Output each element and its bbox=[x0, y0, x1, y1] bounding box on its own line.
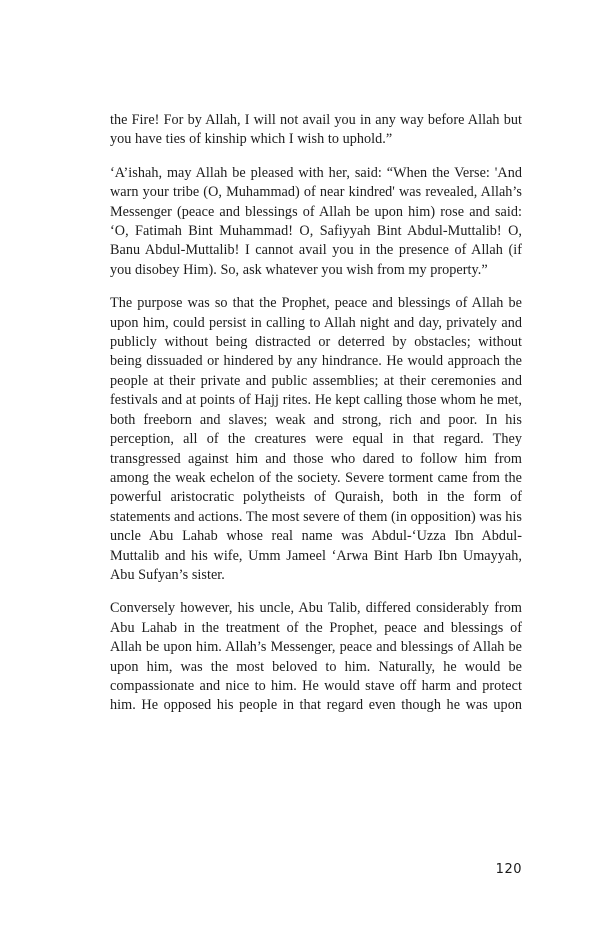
paragraph-purpose-of-call: The purpose was so that the Prophet, peace and blessings of Allah be upon him, could persist in calling to Allah night and day, privately and publicly without being distracted or deterred by obstacles; without being dissuaded or hindered by any hindrance. He would approach the people at their private and public assemblies; at their ceremonies and festivals and at points of Hajj rites. He kept calling those whom he met, both freeborn and slaves; weak and strong, rich and poor. In his perception, all of the creatures were equal in that regard. They transgressed against him and those who dared to follow him from among the weak echelon of the society. Severe torment came from the powerful aristocratic polytheists of Quraish, both in the form of statements and actions. The most severe of them (in opposition) was his uncle Abu Lahab whose real name was Abdul-‘Uzza Ibn Abdul-Muttalib and his wife, Umm Jameel ‘Arwa Bint Harb Ibn Umayyah, Abu Sufyan’s sister. bbox=[110, 295, 522, 583]
page-number: 120 bbox=[495, 862, 522, 877]
body-text bbox=[110, 111, 522, 730]
paragraph-aishah-narration: ‘A’ishah, may Allah be pleased with her, said: “When the Verse: 'And warn your tribe (O, Muhammad) of near kindred' was revealed, Allah’s Messenger (peace and blessings of Allah be upon him) rose and said: ‘O, Fatimah Bint Muhammad! O, Safiyyah Bint Abdul-Muttalib! O, Banu Abdul-Muttalib! I cannot avail you in the presence of Allah (if you disobey Him). So, ask whatever you wish from my property.” bbox=[110, 164, 522, 278]
paragraph-kinship-continuation: the Fire! For by Allah, I will not avail you in any way before Allah but you have ties of kinship which I wish to uphold.” bbox=[110, 112, 522, 148]
paragraph-abu-talib: Conversely however, his uncle, Abu Talib, differed considerably from Abu Lahab in the treatment of the Prophet, peace and blessings of Allah be upon him. Allah’s Messenger, peace and blessings of Allah be upon him, was the most beloved to him. Naturally, he would be compassionate and nice to him. He would stave off harm and protect him. He opposed his people in that regard even though he was upon bbox=[110, 600, 522, 714]
